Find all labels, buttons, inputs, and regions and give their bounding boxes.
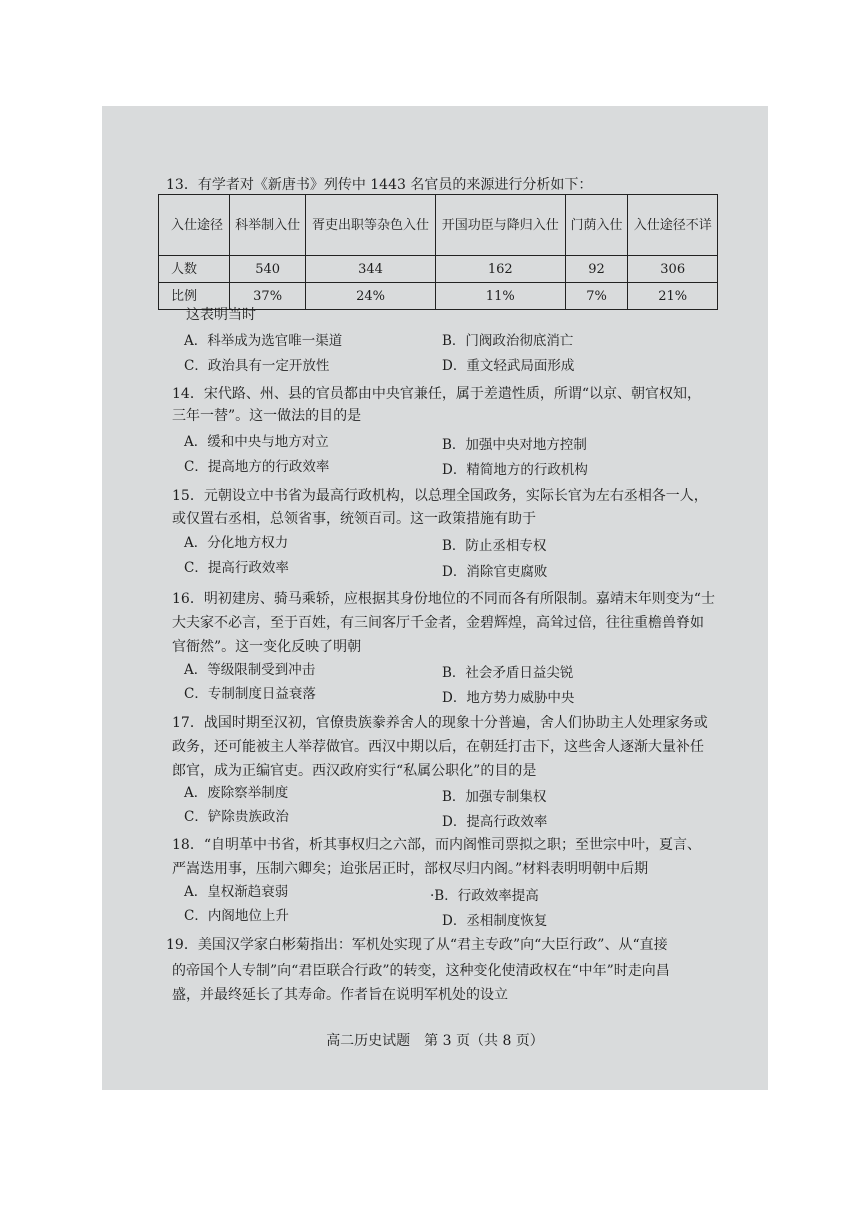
table-cell: 306 bbox=[628, 256, 718, 283]
question-16-line: 大夫家不必言，至于百姓，有三间客厅千金者，金碧辉煌，高耸过倍，往往重檐兽脊如 bbox=[172, 615, 704, 631]
question-17-line: 郎官，成为正编官吏。西汉政府实行“私属公职化”的目的是 bbox=[172, 763, 537, 779]
table-row-count bbox=[159, 256, 718, 283]
table-header-cell: 入仕途径不详 bbox=[628, 195, 718, 256]
table-header-cell: 胥吏出职等杂色入仕 bbox=[306, 195, 436, 256]
table-header-cell: 科举制入仕 bbox=[230, 195, 306, 256]
page-footer: 高二历史试题 第 3 页（共 8 页） bbox=[326, 1033, 544, 1049]
question-18-line: 18．“自明革中书省，析其事权归之六部，而内阁惟司票拟之职；至世宗中叶，夏言、 bbox=[172, 837, 701, 853]
table-header-row bbox=[159, 195, 718, 256]
option-b[interactable]: ·B．行政效率提高 bbox=[430, 888, 539, 904]
option-b[interactable]: B．门阀政治彻底消亡 bbox=[442, 333, 574, 349]
officials-source-table bbox=[158, 194, 718, 310]
question-14-line: 三年一替”。这一做法的目的是 bbox=[172, 408, 362, 424]
option-c[interactable]: C．铲除贵族政治 bbox=[184, 809, 289, 825]
question-17-line: 17．战国时期至汉初，官僚贵族豢养舍人的现象十分普遍，舍人们协助主人处理家务或 bbox=[172, 715, 708, 731]
question-14-line: 14．宋代路、州、县的官员都由中央官兼任，属于差遣性质，所谓“以京、朝官权知， bbox=[172, 386, 701, 402]
table-cell: 162 bbox=[435, 256, 565, 283]
question-19-line: 的帝国个人专制”向“君臣联合行政”的转变，这种变化使清政权在“中年”时走向昌 bbox=[172, 963, 670, 979]
table-cell: 92 bbox=[565, 256, 628, 283]
option-d[interactable]: D．地方势力威胁中央 bbox=[442, 690, 575, 706]
option-c[interactable]: C．提高地方的行政效率 bbox=[184, 459, 330, 475]
option-d[interactable]: D．重文轻武局面形成 bbox=[442, 358, 575, 374]
option-d[interactable]: D．丞相制度恢复 bbox=[442, 913, 548, 929]
option-a[interactable]: A．废除察举制度 bbox=[184, 785, 289, 801]
table-cell: 11% bbox=[435, 283, 565, 310]
question-19-line: 盛，并最终延长了其寿命。作者旨在说明军机处的设立 bbox=[172, 987, 508, 1003]
question-16-line: 16．明初建房、骑马乘轿，应根据其身份地位的不同而各有所限制。嘉靖末年则变为“士 bbox=[172, 591, 715, 607]
option-c[interactable]: C．内阁地位上升 bbox=[184, 908, 289, 924]
option-c[interactable]: C．提高行政效率 bbox=[184, 560, 289, 576]
option-a[interactable]: A．缓和中央与地方对立 bbox=[184, 434, 329, 450]
table-header-cell: 门荫入仕 bbox=[565, 195, 628, 256]
option-b[interactable]: B．加强中央对地方控制 bbox=[442, 437, 587, 453]
option-d[interactable]: D．精简地方的行政机构 bbox=[442, 462, 588, 478]
table-cell: 7% bbox=[565, 283, 628, 310]
table-cell: 344 bbox=[306, 256, 436, 283]
question-16-line: 官衙然”。这一变化反映了明朝 bbox=[172, 639, 362, 655]
table-cell: 37% bbox=[230, 283, 306, 310]
table-cell: 21% bbox=[628, 283, 718, 310]
question-15-line: 15．元朝设立中书省为最高行政机构，以总理全国政务，实际长官为左右丞相各一人， bbox=[172, 488, 708, 504]
question-13-prompt: 这表明当时 bbox=[186, 307, 256, 323]
option-d[interactable]: D．消除官吏腐败 bbox=[442, 564, 548, 580]
question-18-line: 严嵩迭用事，压制六卿矣；迨张居正时，部权尽归内阁。”材料表明明朝中后期 bbox=[172, 861, 649, 877]
table-header-cell: 开国功臣与降归入仕 bbox=[435, 195, 565, 256]
question-17-line: 政务，还可能被主人举荐做官。西汉中期以后，在朝廷打击下，这些舍人逐渐大量补任 bbox=[172, 739, 704, 755]
table-cell: 比例 bbox=[159, 283, 230, 310]
option-c[interactable]: C．专制制度日益衰落 bbox=[184, 686, 316, 702]
table-cell: 540 bbox=[230, 256, 306, 283]
option-a[interactable]: A．分化地方权力 bbox=[184, 535, 289, 551]
option-b[interactable]: B．防止丞相专权 bbox=[442, 538, 547, 554]
option-d[interactable]: D．提高行政效率 bbox=[442, 814, 548, 830]
table-header-cell: 入仕途径 bbox=[159, 195, 230, 256]
option-c[interactable]: C．政治具有一定开放性 bbox=[184, 358, 330, 374]
table-cell: 24% bbox=[306, 283, 436, 310]
exam-page bbox=[102, 106, 768, 1090]
question-15-line: 或仅置右丞相，总领省事，统领百司。这一政策措施有助于 bbox=[172, 511, 536, 527]
table-cell: 人数 bbox=[159, 256, 230, 283]
question-19-line: 19．美国汉学家白彬菊指出：军机处实现了从“君主专政”向“大臣行政”、从“直接 bbox=[166, 937, 668, 953]
option-b[interactable]: B．加强专制集权 bbox=[442, 789, 547, 805]
option-b[interactable]: B．社会矛盾日益尖锐 bbox=[442, 665, 574, 681]
option-a[interactable]: A．科举成为选官唯一渠道 bbox=[184, 333, 343, 349]
option-a[interactable]: A．等级限制受到冲击 bbox=[184, 662, 316, 678]
option-a[interactable]: A．皇权渐趋衰弱 bbox=[184, 884, 289, 900]
question-13-stem: 13．有学者对《新唐书》列传中 1443 名官员的来源进行分析如下： bbox=[166, 177, 593, 193]
